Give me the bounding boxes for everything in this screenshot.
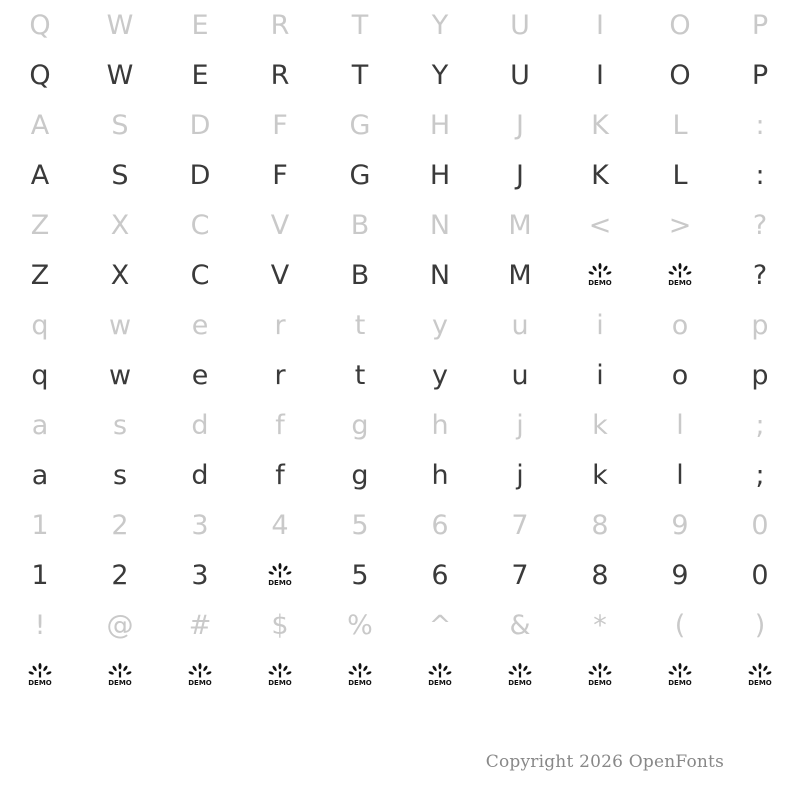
glyph-cell: f: [275, 459, 285, 491]
demo-watermark-icon: [267, 562, 293, 588]
glyph-cell: #: [188, 609, 212, 641]
svg-text:DEMO: DEMO: [588, 279, 612, 287]
glyph-cell: W: [106, 9, 134, 41]
glyph-cell: N: [429, 259, 451, 291]
glyph-cell: A: [30, 109, 50, 141]
glyph-cell: o: [671, 309, 689, 341]
glyph-cell: U: [510, 9, 530, 41]
glyph-cell: ^: [428, 609, 452, 641]
glyph-cell: ): [754, 609, 766, 641]
demo-watermark-icon: [240, 550, 320, 600]
glyph-cell: 0: [751, 509, 769, 541]
demo-watermark-icon: [747, 662, 773, 688]
glyph-cell: P: [751, 9, 769, 41]
demo-watermark-icon: [187, 662, 213, 688]
glyph-cell: H: [429, 159, 451, 191]
demo-watermark-icon: [560, 650, 640, 700]
glyph-cell: y: [432, 359, 448, 391]
glyph-cell: 5: [351, 509, 369, 541]
demo-watermark-icon: [587, 262, 613, 288]
glyph-cell: k: [592, 459, 608, 491]
glyph-cell: E: [191, 59, 209, 91]
glyph-cell: *: [593, 609, 607, 641]
glyph-cell: o: [671, 359, 689, 391]
glyph-cell: K: [591, 109, 609, 141]
glyph-cell: 4: [271, 509, 289, 541]
glyph-cell: M: [508, 259, 532, 291]
svg-text:DEMO: DEMO: [268, 679, 292, 687]
glyph-cell: 1: [31, 559, 49, 591]
demo-watermark-icon: [560, 250, 640, 300]
glyph-cell: R: [270, 9, 290, 41]
svg-text:DEMO: DEMO: [508, 679, 532, 687]
demo-watermark-icon: [720, 650, 800, 700]
demo-watermark-icon: [667, 262, 693, 288]
glyph-cell: Q: [29, 59, 51, 91]
glyph-cell: r: [274, 309, 286, 341]
svg-text:DEMO: DEMO: [668, 279, 692, 287]
glyph-cell: 1: [31, 509, 49, 541]
glyph-cell: t: [354, 359, 366, 391]
glyph-cell: T: [351, 59, 369, 91]
glyph-cell: Z: [30, 209, 50, 241]
glyph-cell: D: [189, 109, 211, 141]
glyph-cell: l: [676, 459, 684, 491]
demo-watermark-icon: [427, 662, 453, 688]
glyph-cell: W: [106, 59, 134, 91]
demo-watermark-icon: [160, 650, 240, 700]
glyph-cell: w: [108, 359, 132, 391]
glyph-cell: 8: [591, 509, 609, 541]
glyph-cell: (: [674, 609, 686, 641]
glyph-cell: i: [596, 309, 604, 341]
glyph-cell: u: [511, 359, 529, 391]
glyph-cell: s: [112, 459, 128, 491]
glyph-cell: S: [111, 109, 129, 141]
demo-watermark-icon: [507, 662, 533, 688]
svg-text:DEMO: DEMO: [668, 679, 692, 687]
glyph-cell: E: [191, 9, 209, 41]
glyph-cell: O: [669, 9, 691, 41]
svg-text:DEMO: DEMO: [108, 679, 132, 687]
svg-text:DEMO: DEMO: [588, 679, 612, 687]
glyph-cell: F: [272, 159, 288, 191]
glyph-cell: G: [349, 109, 371, 141]
glyph-cell: l: [676, 409, 684, 441]
glyph-cell: g: [351, 409, 369, 441]
svg-text:DEMO: DEMO: [268, 579, 292, 587]
glyph-cell: L: [672, 159, 688, 191]
glyph-cell: f: [275, 409, 285, 441]
glyph-cell: X: [110, 259, 130, 291]
glyph-cell: %: [347, 609, 373, 641]
copyright-notice: Copyright 2026 OpenFonts: [485, 752, 724, 772]
glyph-cell: 6: [431, 559, 449, 591]
glyph-cell: X: [110, 209, 130, 241]
glyph-cell: y: [432, 309, 448, 341]
glyph-cell: 2: [111, 559, 129, 591]
glyph-cell: a: [31, 459, 49, 491]
glyph-cell: :: [755, 109, 765, 141]
glyph-cell: 2: [111, 509, 129, 541]
demo-watermark-icon: [267, 662, 293, 688]
glyph-cell: Y: [431, 9, 449, 41]
glyph-cell: $: [271, 609, 289, 641]
glyph-cell: u: [511, 309, 529, 341]
glyph-cell: 5: [351, 559, 369, 591]
glyph-cell: V: [270, 259, 290, 291]
demo-watermark-icon: [320, 650, 400, 700]
svg-text:DEMO: DEMO: [348, 679, 372, 687]
demo-watermark-icon: [667, 662, 693, 688]
glyph-cell: J: [516, 159, 524, 191]
glyph-cell: h: [431, 409, 449, 441]
glyph-cell: Y: [431, 59, 449, 91]
glyph-cell: q: [31, 359, 49, 391]
glyph-cell: R: [270, 59, 290, 91]
glyph-cell: 9: [671, 559, 689, 591]
glyph-cell: &: [509, 609, 531, 641]
glyph-cell: j: [516, 409, 524, 441]
glyph-cell: h: [431, 459, 449, 491]
glyph-cell: r: [274, 359, 286, 391]
glyph-cell: K: [591, 159, 609, 191]
demo-watermark-icon: [80, 650, 160, 700]
glyph-cell: p: [751, 309, 769, 341]
demo-watermark-icon: [480, 650, 560, 700]
svg-text:DEMO: DEMO: [28, 679, 52, 687]
glyph-cell: k: [592, 409, 608, 441]
glyph-cell: p: [751, 359, 769, 391]
glyph-cell: L: [672, 109, 688, 141]
glyph-cell: >: [668, 209, 692, 241]
glyph-cell: e: [191, 309, 209, 341]
glyph-cell: i: [596, 359, 604, 391]
glyph-cell: I: [596, 9, 604, 41]
glyph-cell: :: [755, 159, 765, 191]
demo-watermark-icon: [400, 650, 480, 700]
glyph-cell: J: [516, 109, 524, 141]
glyph-cell: d: [191, 409, 209, 441]
glyph-cell: U: [510, 59, 530, 91]
glyph-cell: a: [31, 409, 49, 441]
glyph-cell: 9: [671, 509, 689, 541]
svg-text:DEMO: DEMO: [748, 679, 772, 687]
glyph-cell: @: [106, 609, 134, 641]
glyph-cell: Q: [29, 9, 51, 41]
glyph-cell: Z: [30, 259, 50, 291]
glyph-cell: T: [351, 9, 369, 41]
glyph-cell: V: [270, 209, 290, 241]
glyph-cell: A: [30, 159, 50, 191]
glyph-cell: ;: [755, 409, 765, 441]
glyph-cell: B: [350, 209, 370, 241]
demo-watermark-icon: [107, 662, 133, 688]
glyph-cell: 7: [511, 509, 529, 541]
glyph-cell: F: [272, 109, 288, 141]
glyph-cell: ?: [752, 259, 768, 291]
glyph-cell: D: [189, 159, 211, 191]
glyph-cell: C: [190, 209, 210, 241]
glyph-cell: S: [111, 159, 129, 191]
svg-text:DEMO: DEMO: [428, 679, 452, 687]
glyph-cell: N: [429, 209, 451, 241]
glyph-cell: w: [108, 309, 132, 341]
glyph-cell: H: [429, 109, 451, 141]
demo-watermark-icon: [0, 650, 80, 700]
glyph-cell: B: [350, 259, 370, 291]
demo-watermark-icon: [640, 250, 720, 300]
glyph-cell: M: [508, 209, 532, 241]
glyph-cell: 6: [431, 509, 449, 541]
glyph-cell: 0: [751, 559, 769, 591]
glyph-cell: d: [191, 459, 209, 491]
glyph-cell: q: [31, 309, 49, 341]
glyph-cell: g: [351, 459, 369, 491]
glyph-cell: P: [751, 59, 769, 91]
glyph-cell: 3: [191, 509, 209, 541]
glyph-cell: 7: [511, 559, 529, 591]
demo-watermark-icon: [347, 662, 373, 688]
glyph-cell: I: [596, 59, 604, 91]
glyph-cell: O: [669, 59, 691, 91]
demo-watermark-icon: [240, 650, 320, 700]
glyph-cell: 3: [191, 559, 209, 591]
glyph-cell: <: [588, 209, 612, 241]
demo-watermark-icon: [640, 650, 720, 700]
glyph-cell: ;: [755, 459, 765, 491]
glyph-cell: ?: [752, 209, 768, 241]
glyph-cell: G: [349, 159, 371, 191]
glyph-cell: C: [190, 259, 210, 291]
glyph-cell: t: [354, 309, 366, 341]
glyph-cell: s: [112, 409, 128, 441]
svg-text:DEMO: DEMO: [188, 679, 212, 687]
glyph-cell: !: [34, 609, 46, 641]
demo-watermark-icon: [587, 662, 613, 688]
glyph-cell: 8: [591, 559, 609, 591]
glyph-cell: j: [516, 459, 524, 491]
demo-watermark-icon: [27, 662, 53, 688]
glyph-cell: e: [191, 359, 209, 391]
